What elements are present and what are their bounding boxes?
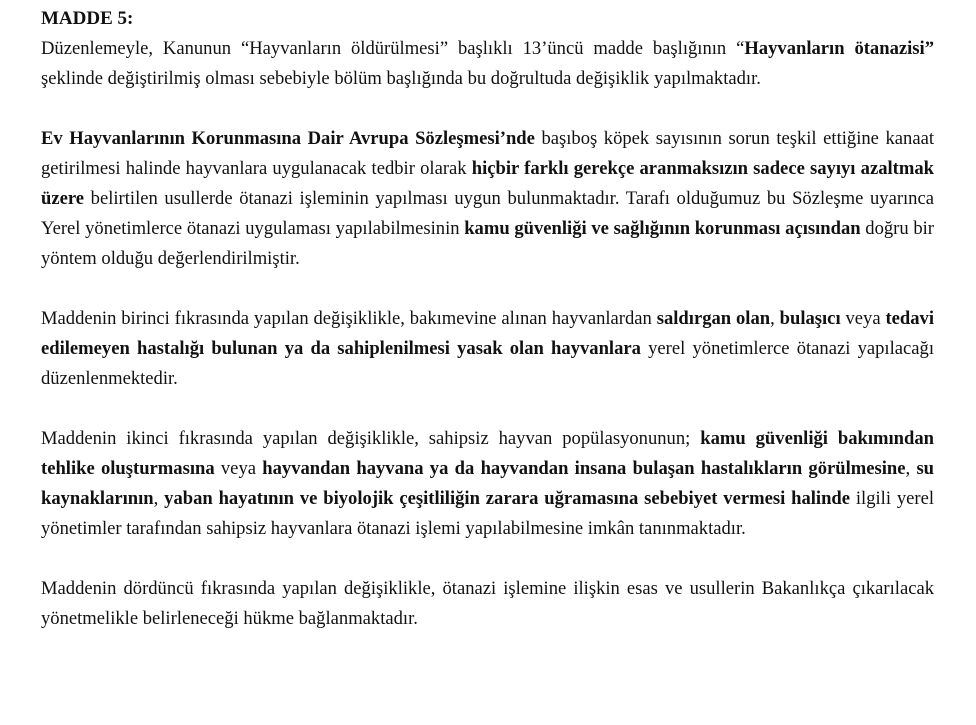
paragraph-text: , — [905, 458, 917, 479]
paragraph-text: , — [770, 308, 780, 329]
paragraph-text: Maddenin ikinci fıkrasında yapılan değişiklikle, sahipsiz hayvan popülasyonunun; — [41, 428, 701, 449]
paragraph-text: belirtilen usullerde ötanazi işleminin yapılması uygun bulunmaktadır. Tarafı olduğumuz bu Sözleşme uyarınca Yerel yönetimlerce ötanazi uygulaması yapılabilmesinin — [41, 188, 934, 239]
bold-phrase: tedavi edilemeyen hastalığı bulunan ya da sahiplenilmesi yasak olan hayvanlara — [41, 308, 935, 359]
bold-phrase: Ev Hayvanlarının Korunmasına Dair Avrupa Sözleşmesi’nde — [41, 128, 535, 149]
bold-phrase: kamu güvenliği bakımından tehlike oluşturmasına — [41, 428, 934, 479]
paragraph-text: Maddenin dördüncü fıkrasında yapılan değişiklikle, ötanazi işlemine ilişkin esas ve usullerin Bakanlıkça çıkarılacak yönetmelikle belirleneceği hükme bağlanmaktadır. — [41, 578, 934, 629]
bold-phrase: yaban hayatının ve biyolojik çeşitliliğin zarara uğramasına sebebiyet vermesi halinde — [164, 488, 851, 509]
bold-phrase: su kaynaklarının — [41, 458, 935, 509]
bold-phrase: saldırgan olan — [656, 308, 771, 329]
paragraph-5 — [41, 574, 934, 634]
bold-phrase: bulaşıcı — [779, 308, 841, 329]
paragraph-text: Düzenlemeyle, Kanunun “Hayvanların öldürülmesi” başlıklı 13’üncü madde başlığının “ — [41, 38, 745, 59]
paragraph-text: şeklinde değiştirilmiş olması sebebiyle bölüm başlığında bu doğrultuda değişiklik yapılmaktadır. — [41, 68, 761, 89]
paragraph-text: veya — [214, 458, 263, 479]
paragraph-3 — [41, 304, 934, 394]
paragraph-4 — [41, 424, 934, 544]
paragraph-text: yerel yönetimlerce ötanazi yapılacağı düzenlenmektedir. — [41, 338, 934, 389]
paragraph-text: ilgili yerel yönetimler tarafından sahipsiz hayvanlara ötanazi işlemi yapılabilmesine imkân tanınmaktadır. — [41, 488, 934, 539]
paragraph-2 — [41, 124, 934, 274]
paragraph-text: başıboş köpek sayısının sorun teşkil ettiğine kanaat getirilmesi halinde hayvanlara uygulanacak tedbir olarak — [41, 128, 934, 179]
paragraph-text: , — [153, 488, 165, 509]
bold-phrase: kamu güvenliği ve sağlığının korunması açısından — [464, 218, 861, 239]
paragraph-text: veya — [840, 308, 886, 329]
bold-phrase: hiçbir farklı gerekçe aranmaksızın sadece sayıyı azaltmak üzere — [41, 158, 934, 209]
paragraph-text: doğru bir yöntem olduğu değerlendirilmiştir. — [41, 218, 934, 269]
bold-phrase: hayvandan hayvana ya da hayvandan insana bulaşan hastalıkların görülmesine — [262, 458, 906, 479]
article-heading: MADDE 5: — [41, 8, 134, 29]
paragraph-1 — [41, 34, 934, 94]
paragraph-text: Maddenin birinci fıkrasında yapılan değişiklikle, bakımevine alınan hayvanlardan — [41, 308, 657, 329]
bold-phrase: Hayvanların ötanazisi” — [744, 38, 934, 59]
